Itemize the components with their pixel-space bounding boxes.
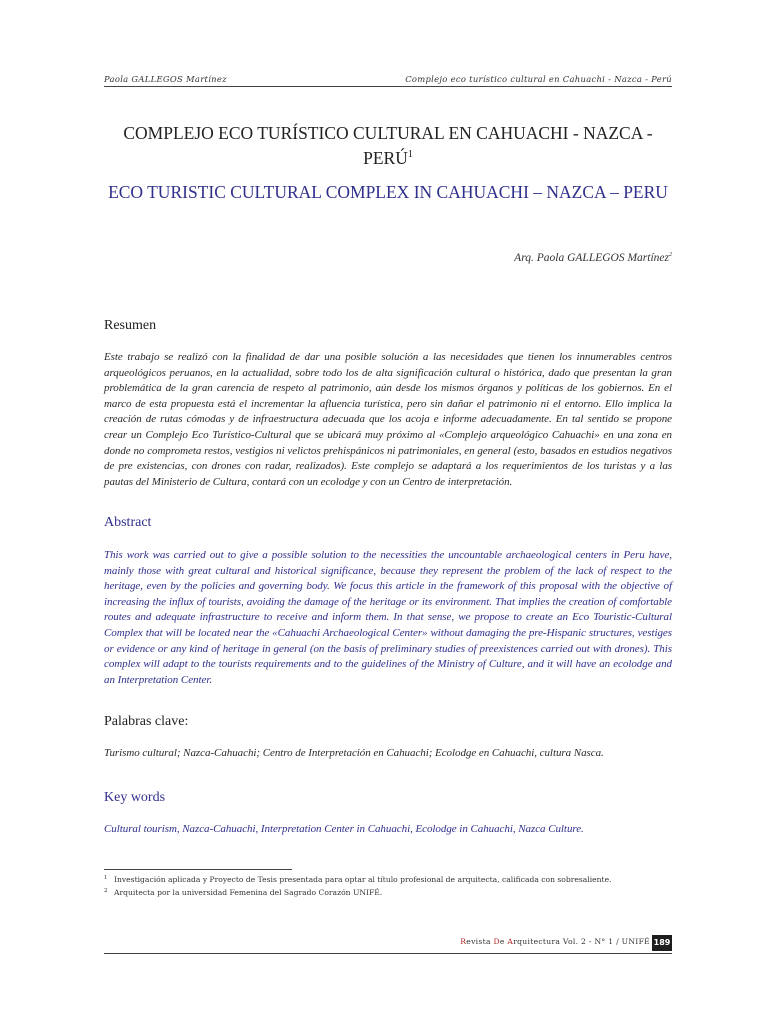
footnote-2-number: 2: [104, 888, 108, 894]
resumen-text: Este trabajo se realizó con la finalidad de dar una posible solución a las necesidades que tienen los innumerables centros arqueológicos peruanos, en la actualidad, sobre todo los de alta significación cultural o histórica, dado que presentan la gran problemática de la gran carencia de respeto al patrimonio, aún desde los mismos órganos y políticas de los gobiernos. En el marco de esta propuesta está el incrementar la afluencia turística, pero sin dañar el patrimonio ni el entorno. Ello implica la creación de rutas cómodas y de infraestructura adecuada que los acoja e informe adecuadamente. En tal sentido se propone crear un Complejo Eco Turístico-Cultural que se ubicará muy próximo al «Complejo arqueológico Cahuachi» en una zona en donde no comprometa restos, vestigios ni velictos prehispánicos ni patrimoniales, en general (esto, basados en estudios negativos de pre existencias, con drones con radar, realizados). Este complejo se adaptará a los requerimientos de los turistas y a las pautas del Ministerio de Cultura, contará con un ecolodge y con un Centro de interpretación.: [104, 351, 672, 488]
footer-t2: e: [499, 937, 508, 946]
footnote-1-text: Investigación aplicada y Proyecto de Tesis presentada para optar al título profesional de arquitecta, calificada con sobresaliente.: [114, 875, 612, 884]
page-number: 189: [652, 935, 672, 951]
header-author: Paola GALLEGOS Martínez: [104, 74, 227, 84]
author-line: [514, 252, 672, 264]
author-footnote-marker: 2: [669, 252, 672, 259]
footnote-rule: [104, 869, 292, 870]
key-words-heading: Key words: [104, 790, 166, 805]
running-header: [104, 74, 672, 84]
abstract-text: This work was carried out to give a possible solution to the necessities the uncountable archaeological centers in Peru have, mainly those with great cultural and historical significance, because they represent the problem of the lack of respect to the heritage, even by the policies and governing body. We focus this article in the framework of this proposal with the objective of increasing the influx of tourists, avoiding the damage of the heritage or its environment. That implies the creation of comfortable routes and adequate infrastructure to receive and inform them. In that sense, we propose to create an Eco Touristic-Cultural Complex that will be located near the «Cahuachi Archaeological Center» without damaging the pre-Hispanic structures, vestiges or evidence or any kind of heritage in general (on the basis of preliminary studies of preexistences carried out with drones). This complex will adapt to the tourists requirements and to the guidelines of the Ministry of Culture, and it will have an ecolodge and an Interpretation Center.: [104, 549, 672, 686]
title-footnote-marker: 1: [407, 149, 413, 160]
footnote-2: [104, 888, 382, 897]
title-spanish: [104, 122, 672, 169]
key-words-text: Cultural tourism, Nazca-Cahuachi, Interpretation Center in Cahuachi, Ecolodge in Cahuachi, Nazca Culture.: [104, 823, 584, 835]
palabras-clave-heading: Palabras clave:: [104, 714, 189, 729]
journal-footer: [460, 937, 650, 946]
footer-t1: evista: [466, 937, 494, 946]
footnote-2-text: Arquitecta por la universidad Femenina del Sagrado Corazón UNIFÉ.: [114, 888, 383, 897]
resumen-heading: Resumen: [104, 318, 157, 333]
footer-rule: [104, 953, 672, 954]
footnote-1: [104, 875, 612, 884]
footer-t3: rquitectura Vol. 2 - N° 1 / UNIFÉ: [513, 937, 650, 946]
header-rule: [104, 86, 672, 87]
footer-r1: R: [460, 937, 467, 946]
author-name: Arq. Paola GALLEGOS Martínez: [514, 252, 669, 264]
footer-r2: D: [493, 937, 500, 946]
title-english: ECO TURISTIC CULTURAL COMPLEX IN CAHUACHI – NAZCA – PERU: [108, 182, 668, 202]
palabras-clave-text: Turismo cultural; Nazca-Cahuachi; Centro de Interpretación en Cahuachi; Ecolodge en Cahuachi, cultura Nasca.: [104, 747, 604, 759]
header-short-title: Complejo eco turístico cultural en Cahuachi - Nazca - Perú: [405, 74, 672, 84]
title-spanish-text: COMPLEJO ECO TURÍSTICO CULTURAL EN CAHUACHI - NAZCA - PERÚ: [123, 123, 653, 168]
footer-r3: A: [507, 937, 514, 946]
abstract-heading: Abstract: [104, 515, 152, 530]
footnote-1-number: 1: [104, 875, 108, 881]
